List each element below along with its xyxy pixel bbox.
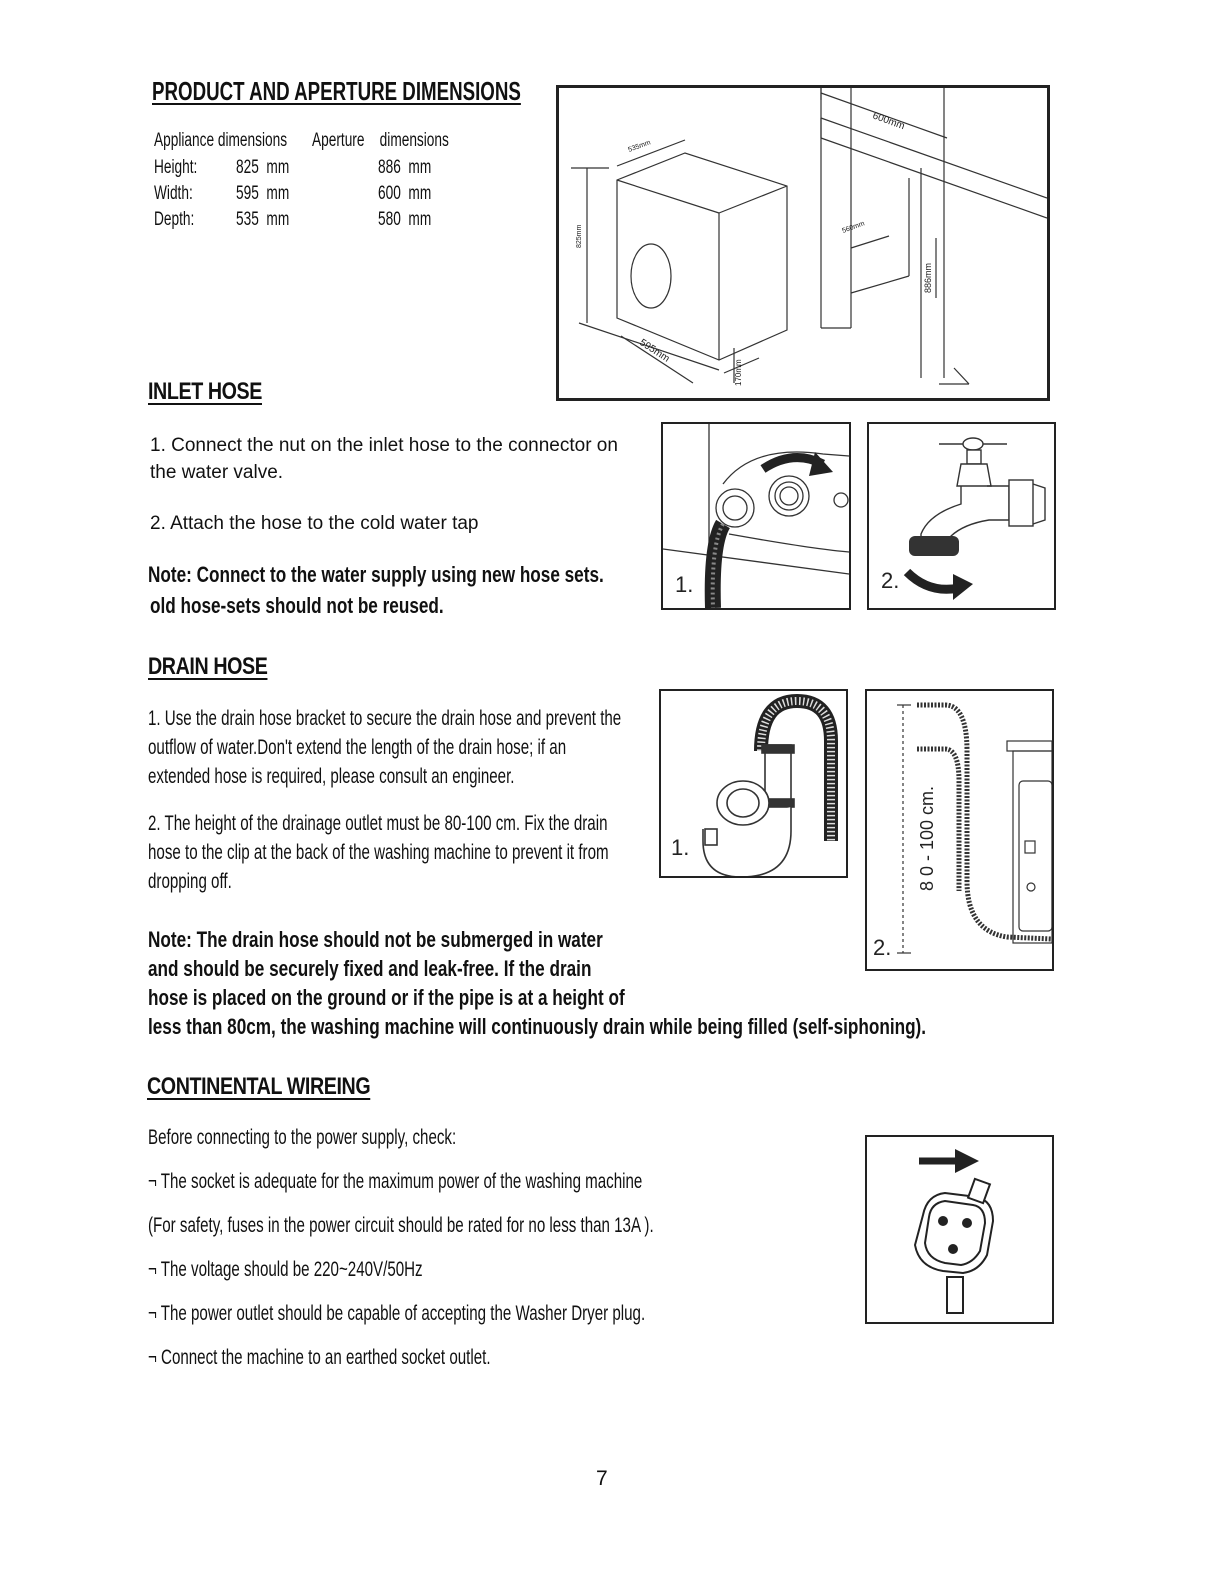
drain-bracket-drawing (661, 691, 846, 876)
wiring-line: (For safety, fuses in the power circuit should be rated for no less than 13A ). (148, 1214, 654, 1237)
aperture-header: Aperture dimensions (312, 130, 449, 151)
wiring-line: ¬ The socket is adequate for the maximum power of the washing machine (148, 1170, 643, 1193)
label-535: 535mm (627, 139, 652, 154)
drain-note (148, 925, 926, 1041)
dimensions-table (154, 130, 574, 240)
text-line: 1. Use the drain hose bracket to secure the drain hose and prevent the (148, 707, 622, 730)
drain-height-drawing (867, 691, 1052, 969)
label-886: 886mm (923, 262, 933, 293)
inlet-step1: 1. Connect the nut on the inlet hose to the connector on the water valve. (150, 435, 618, 483)
row-label: Depth: (154, 209, 195, 230)
figure-number: 2. (873, 935, 892, 960)
note-line: Note: The drain hose should not be submerged in water (148, 927, 603, 952)
inlet-note-line1: Note: Connect to the water supply using new hose sets. (148, 562, 604, 587)
drain-paragraph-1 (148, 704, 621, 791)
label-560: 560mm (841, 220, 866, 235)
text-line: dropping off. (148, 870, 232, 893)
arrow-right-icon (955, 1149, 979, 1173)
drain-title: DRAIN HOSE (148, 653, 268, 680)
note-line: less than 80cm, the washing machine will continuously drain while being filled (self-siphoning). (148, 1014, 927, 1039)
note-line: and should be securely fixed and leak-free. If the drain (148, 956, 592, 981)
text-line: 2. The height of the drainage outlet must be 80-100 cm. Fix the drain (148, 812, 608, 835)
figure-number: 1. (671, 835, 690, 860)
row-label: Height: (154, 157, 198, 178)
drain-figure-2 (865, 689, 1054, 971)
inlet-figure-1 (661, 422, 851, 610)
row-label: Width: (154, 183, 193, 204)
valve-connector-drawing (663, 424, 849, 608)
appliance-aperture-drawing (559, 88, 1047, 398)
note-line: hose is placed on the ground or if the pipe is at a height of (148, 985, 625, 1010)
row-appliance: 825 mm (236, 157, 290, 178)
inlet-note-line2: old hose-sets should not be reused. (150, 593, 444, 618)
wiring-line: ¬ Connect the machine to an earthed socket outlet. (148, 1346, 491, 1369)
tap-drawing (869, 424, 1054, 608)
dimensions-title: PRODUCT AND APERTURE DIMENSIONS (152, 76, 521, 106)
text-line: extended hose is required, please consult an engineer. (148, 765, 515, 788)
text-line: hose to the clip at the back of the washing machine to prevent it from (148, 841, 609, 864)
drain-figure-1 (659, 689, 848, 878)
page-number: 7 (596, 1467, 608, 1490)
height-label: 8 0 - 100 cm. (917, 785, 937, 891)
label-825: 825mm (576, 224, 583, 248)
figure-number: 2. (881, 568, 900, 593)
wiring-line: Before connecting to the power supply, check: (148, 1126, 457, 1149)
plug-figure (865, 1135, 1054, 1324)
label-170: 170mm (734, 359, 743, 386)
inlet-title: INLET HOSE (148, 378, 262, 405)
drain-paragraph-2 (148, 809, 609, 896)
inlet-step2: 2. Attach the hose to the cold water tap (150, 513, 479, 534)
plug-drawing (867, 1137, 1052, 1322)
inlet-figure-2 (867, 422, 1056, 610)
label-600: 600mm (870, 110, 907, 133)
row-aperture: 600 mm (378, 183, 432, 204)
row-aperture: 886 mm (378, 157, 432, 178)
wiring-line: ¬ The voltage should be 220~240V/50Hz (148, 1258, 423, 1281)
row-appliance: 595 mm (236, 183, 290, 204)
figure-number: 1. (675, 572, 694, 597)
wiring-line: ¬ The power outlet should be capable of accepting the Washer Dryer plug. (148, 1302, 646, 1325)
label-595: 595mm (637, 337, 672, 365)
row-appliance: 535 mm (236, 209, 290, 230)
text-line: outflow of water.Don't extend the length of the drain hose; if an (148, 736, 567, 759)
row-aperture: 580 mm (378, 209, 432, 230)
dimensions-diagram (556, 85, 1050, 401)
wiring-title: CONTINENTAL WIREING (147, 1073, 371, 1100)
appliance-header: Appliance dimensions (154, 130, 288, 151)
